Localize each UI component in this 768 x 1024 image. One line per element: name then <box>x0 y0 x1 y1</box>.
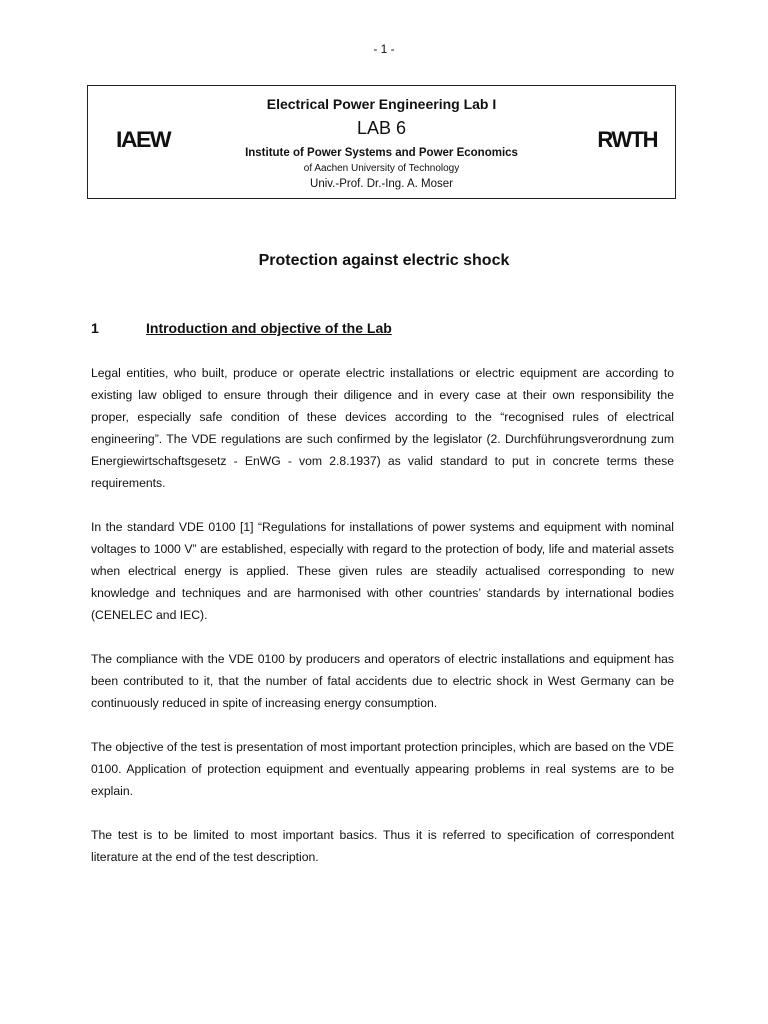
body-text <box>91 362 674 890</box>
document-title: Protection against electric shock <box>258 252 510 269</box>
iaew-logo: IAEW <box>116 127 171 152</box>
paragraph-1: Legal entities, who built, produce or operate electric installations or electric equipment are according to existing law obliged to ensure through their diligence and in every case at their own responsibility the proper, especially safe condition of these devices according to the “recognised rules of electrical engineering”. The VDE regulations are such confirmed by the legislator (2. Durchführungsverordnung zum Energiewirtschaftsgesetz - EnWG - vom 2.8.1937) as valid standard to put in concrete terms these requirements. <box>91 366 674 490</box>
course-title: Electrical Power Engineering Lab I <box>266 96 497 112</box>
paragraph-2: In the standard VDE 0100 [1] “Regulations for installations of power systems and equipment with nominal voltages to 1000 V” are established, especially with regard to the protection of body, life and material assets when electrical energy is applied. These given rules are steadily actualised corresponding to new knowledge and techniques and are harmonised with other countries’ standards by international bodies (CENELEC and IEC). <box>91 520 674 622</box>
professor-name: Univ.-Prof. Dr.-Ing. A. Moser <box>310 178 453 190</box>
section-heading <box>91 320 392 336</box>
rwth-logo: RWTH <box>597 127 657 152</box>
lab-number: LAB 6 <box>356 118 407 138</box>
institute-name: Institute of Power Systems and Power Economics <box>245 147 518 159</box>
paragraph-5: The test is to be limited to most important basics. Thus it is referred to specification of correspondent literature at the end of the test description. <box>91 828 674 864</box>
university-name: of Aachen University of Technology <box>303 163 460 174</box>
paragraph-4: The objective of the test is presentation of most important protection principles, which are based on the VDE 0100. Application of protection equipment and eventually appearing problems in real systems are to be explain. <box>91 740 674 798</box>
section-number: 1 <box>91 320 99 336</box>
paragraph-3: The compliance with the VDE 0100 by producers and operators of electric installations and equipment has been contributed to it, that the number of fatal accidents due to electric shock in West Germany can be continuously reduced in spite of increasing energy consumption. <box>91 652 674 710</box>
document-header-box <box>87 85 676 199</box>
page-number: - 1 - <box>373 42 395 56</box>
section-title: Introduction and objective of the Lab <box>146 320 392 336</box>
